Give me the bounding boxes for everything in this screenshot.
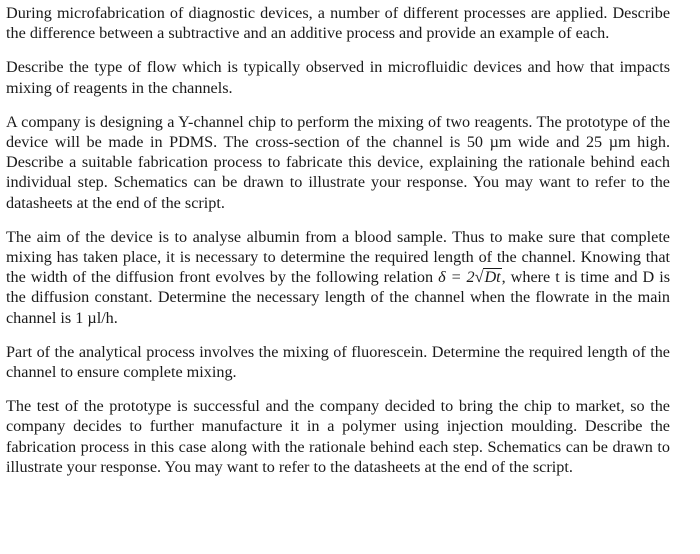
question-document	[6, 3, 670, 477]
question-subtractive-additive: During microfabrication of diagnostic devices, a number of different processes are applied. Describe the difference between a subtractive and an additive process and provide an example of each.	[6, 4, 670, 43]
sqrt-symbol: √	[474, 268, 484, 287]
question-injection-moulding: The test of the prototype is successful and the company decided to bring the chip to market, so the company decides to further manufacture it in a polymer using injection moulding. Describe the fabrication process in this case along with the rationale behind each step. Schematics can be drawn to illustrate your response. You may want to refer to the datasheets at the end of the script.	[6, 397, 670, 476]
question-albumin-mixing	[6, 227, 670, 328]
albumin-text-before: The aim of the device is to analyse albumin from a blood sample. Thus to make sure that complete mixing has taken place, it is necessary to determine the required length of the channel. Knowing that the width of the diffusion front evolves by the following relation	[6, 227, 670, 287]
diffusion-formula	[438, 268, 502, 286]
formula-radicand: Dt	[484, 268, 501, 287]
question-fluorescein: Part of the analytical process involves the mixing of fluorescein. Determine the required length of the channel to ensure complete mixing.	[6, 342, 670, 382]
formula-lhs: δ = 2	[438, 268, 475, 287]
albumin-text-after: , where t is time and D is the diffusion constant. Determine the necessary length of the channel when the flowrate in the main channel is 1 µl/h.	[6, 268, 671, 327]
question-pdms-fabrication: A company is designing a Y-channel chip to perform the mixing of two reagents. The prototype of the device will be made in PDMS. The cross-section of the channel is 50 µm wide and 25 µm high. Describe a suitable fabrication process to fabricate this device, explaining the rationale behind each individual step. Schematics can be drawn to illustrate your response. You may want to refer to the datasheets at the end of the script.	[6, 112, 670, 212]
question-flow-type: Describe the type of flow which is typically observed in microfluidic devices and how that impacts mixing of reagents in the channels.	[6, 58, 670, 97]
